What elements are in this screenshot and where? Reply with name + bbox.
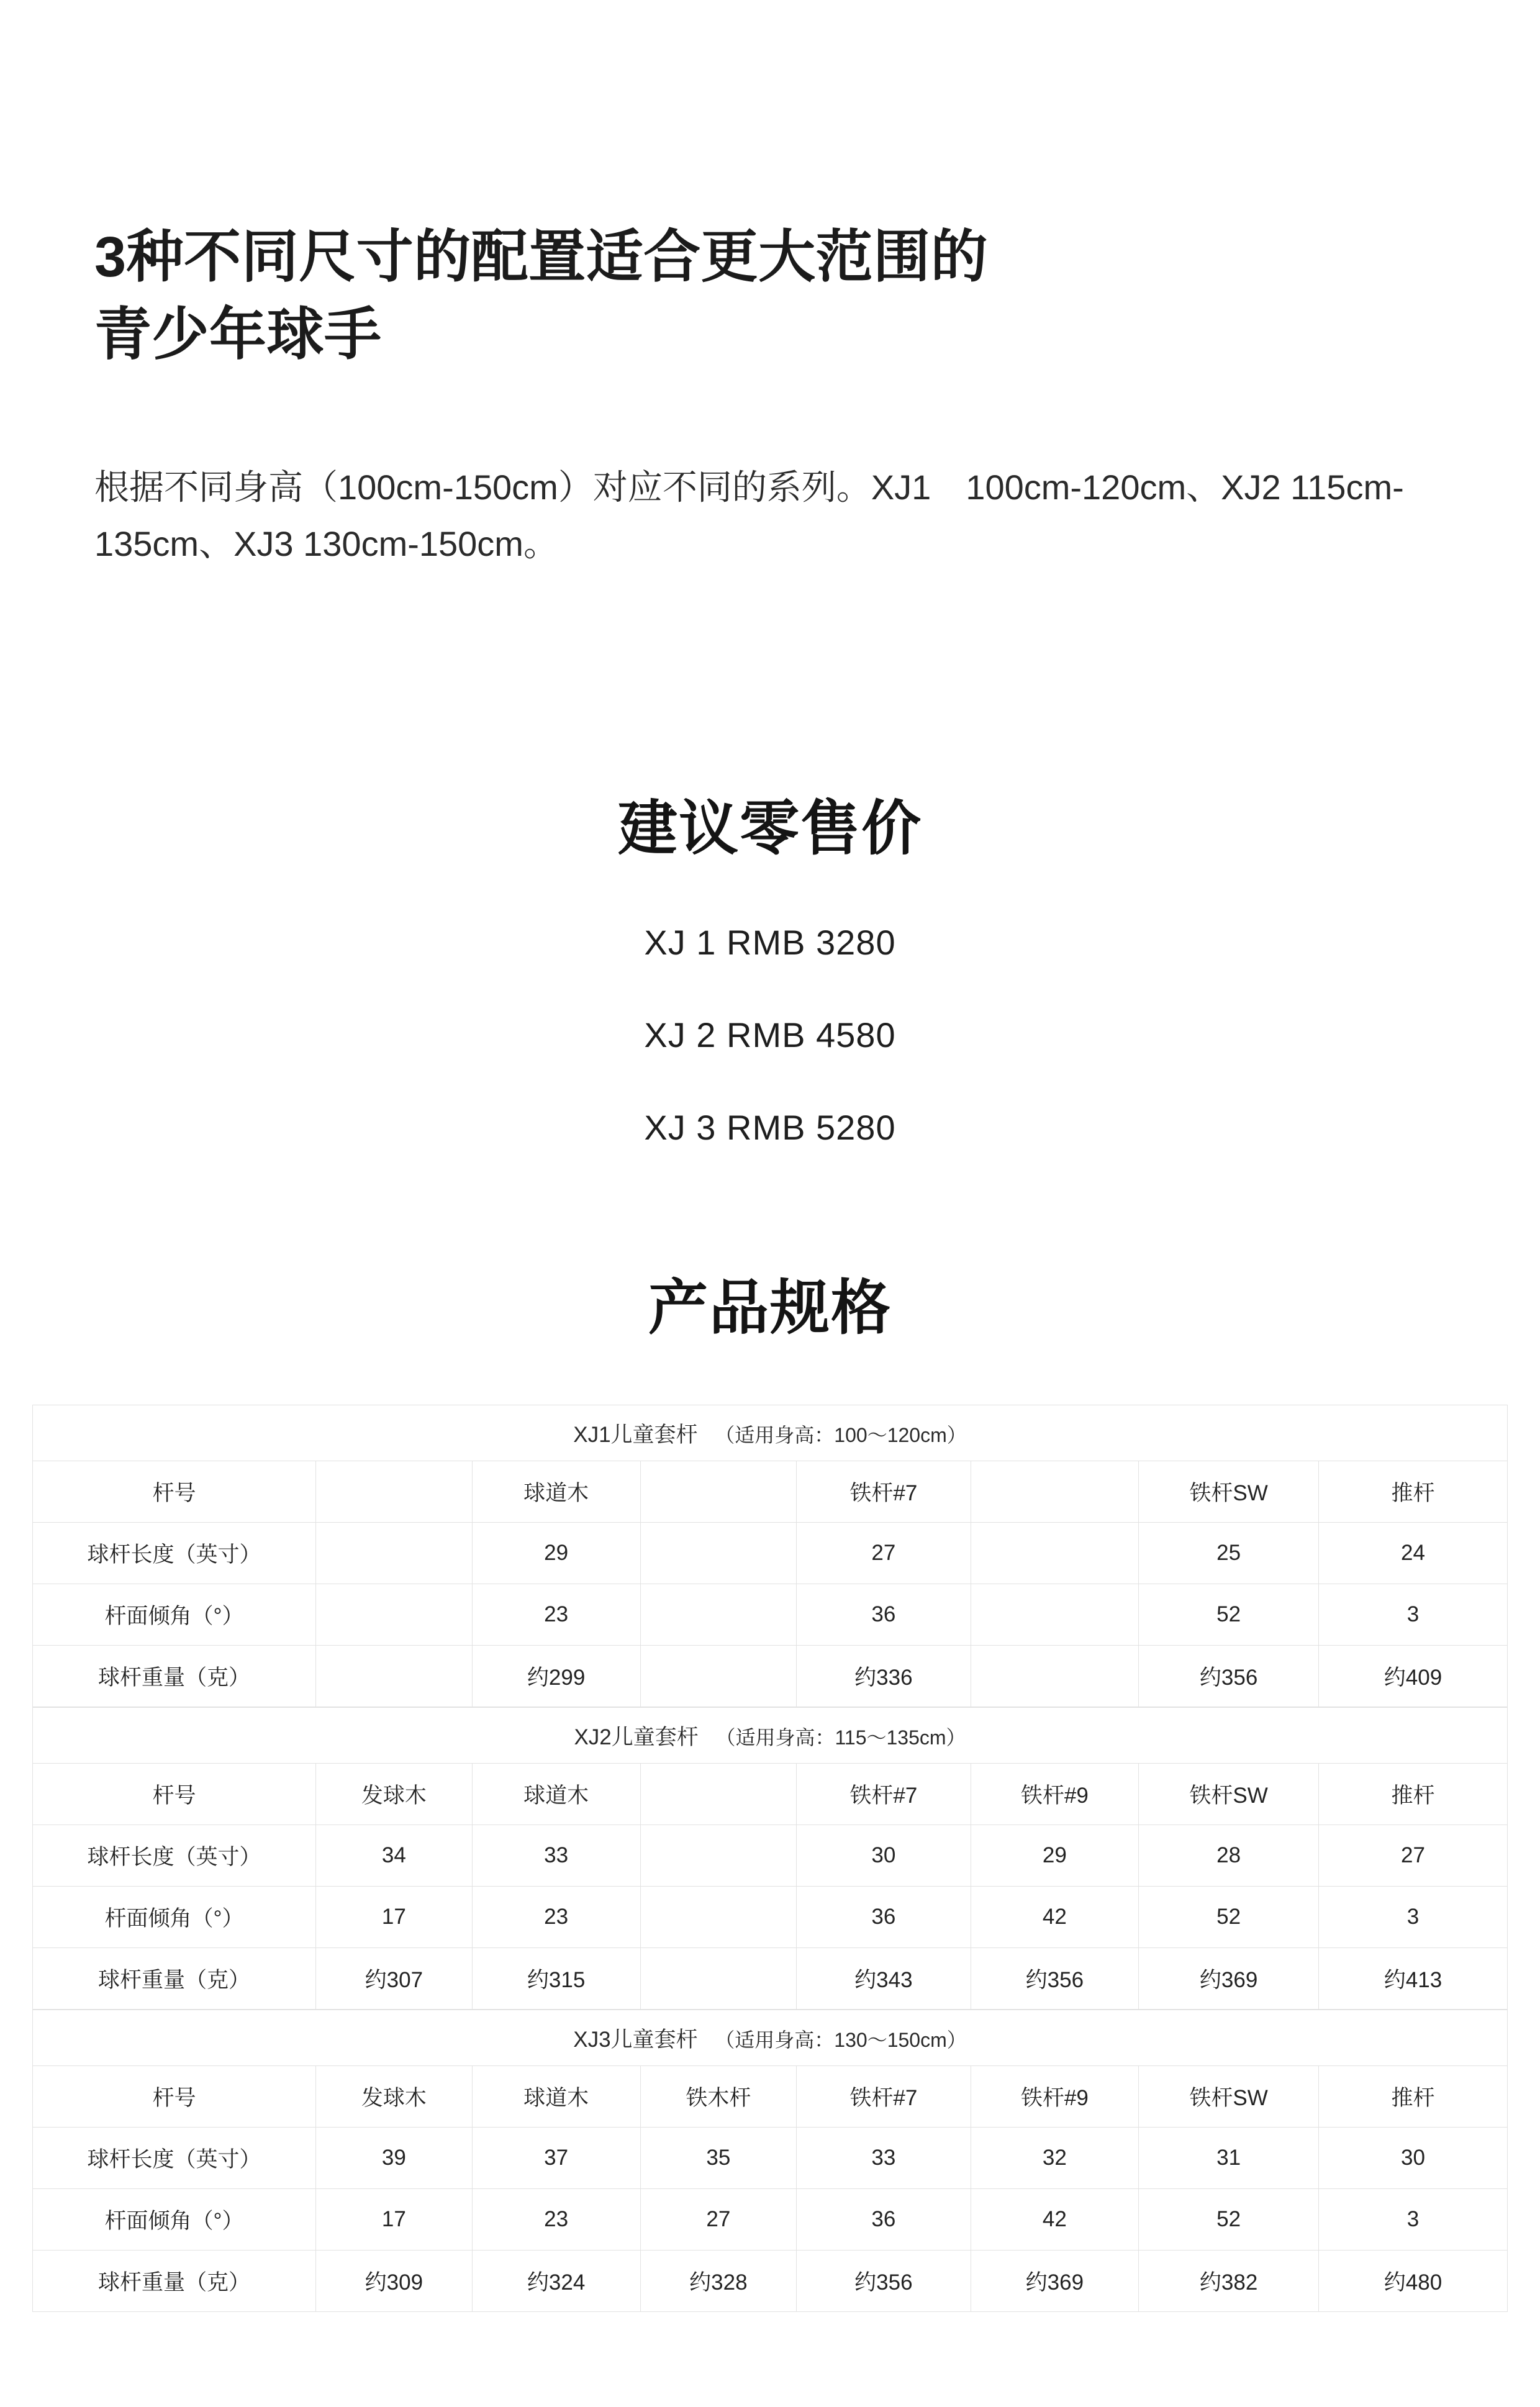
- column-header: 球道木: [472, 1764, 640, 1825]
- column-header: 铁杆#7: [797, 1461, 971, 1523]
- table-cell: 29: [472, 1523, 640, 1584]
- table-cell: [640, 1887, 797, 1948]
- table-cell: 25: [1139, 1523, 1319, 1584]
- table-cell: 28: [1139, 1825, 1319, 1887]
- table-cell: 30: [1319, 2128, 1508, 2189]
- page-title: [94, 219, 1336, 374]
- table-cell: 30: [797, 1825, 971, 1887]
- table-caption: [33, 1405, 1508, 1461]
- column-header: 推杆: [1319, 1461, 1508, 1523]
- column-header: 铁杆#9: [971, 1764, 1139, 1825]
- column-header: 铁杆SW: [1139, 2066, 1319, 2128]
- price-row: XJ 2 RMB 4580: [644, 1015, 896, 1054]
- column-header: 发球木: [316, 1764, 473, 1825]
- table-header-row: [33, 2066, 1508, 2128]
- table-cell: 36: [797, 1584, 971, 1646]
- column-header: 球道木: [472, 1461, 640, 1523]
- column-header: [640, 1764, 797, 1825]
- srp-price-list: [0, 925, 1540, 1145]
- table-caption-row: [33, 1405, 1508, 1461]
- column-header: 铁木杆: [640, 2066, 797, 2128]
- table-row: [33, 1948, 1508, 2010]
- table-cell: 3: [1319, 1584, 1508, 1646]
- table-cell: [316, 1584, 473, 1646]
- table-cell: 约307: [316, 1948, 473, 2010]
- column-header: 铁杆SW: [1139, 1461, 1319, 1523]
- table-cell: 约382: [1139, 2251, 1319, 2312]
- page-title-line-1: 3种不同尺寸的配置适合更大范围的: [94, 225, 989, 289]
- table-row: [33, 1825, 1508, 1887]
- table-cell: 27: [640, 2189, 797, 2251]
- srp-section-title: 建议零售价: [618, 796, 922, 862]
- table-cell: 23: [472, 1584, 640, 1646]
- table-header-row: [33, 1764, 1508, 1825]
- spec-section-title: 产品规格: [648, 1275, 892, 1341]
- table-cell: 约343: [797, 1948, 971, 2010]
- spec-tables: [32, 1405, 1508, 2312]
- column-header: [971, 1461, 1139, 1523]
- table-cell: 3: [1319, 1887, 1508, 1948]
- row-header: 球杆重量（克）: [33, 1646, 316, 1707]
- table-cell: 36: [797, 2189, 971, 2251]
- table-caption: [33, 1708, 1508, 1764]
- table-cell: 52: [1139, 1887, 1319, 1948]
- table-cell: [640, 1825, 797, 1887]
- table-cell: 约324: [472, 2251, 640, 2312]
- table-cell: 42: [971, 1887, 1139, 1948]
- page-title-line-2: 青少年球手: [94, 303, 382, 367]
- spec-table-xj2: [32, 1707, 1508, 2010]
- table-cell: 35: [640, 2128, 797, 2189]
- table-caption-row: [33, 1708, 1508, 1764]
- table-cell: 52: [1139, 1584, 1319, 1646]
- table-cell: 33: [472, 1825, 640, 1887]
- table-cell: 约413: [1319, 1948, 1508, 2010]
- spec-table-xj3: [32, 2010, 1508, 2312]
- table-cell: 17: [316, 1887, 473, 1948]
- table-cell: 39: [316, 2128, 473, 2189]
- column-header: 发球木: [316, 2066, 473, 2128]
- table-cell: 52: [1139, 2189, 1319, 2251]
- spec-table-xj1: [32, 1405, 1508, 1707]
- row-header: 球杆重量（克）: [33, 2251, 316, 2312]
- price-row: XJ 1 RMB 3280: [644, 923, 896, 962]
- table-caption-main: XJ1儿童套杆: [573, 1422, 698, 1447]
- table-cell: 约409: [1319, 1646, 1508, 1707]
- column-header: [640, 1461, 797, 1523]
- table-cell: 约315: [472, 1948, 640, 2010]
- table-row: [33, 2189, 1508, 2251]
- table-cell: 29: [971, 1825, 1139, 1887]
- row-header: 球杆长度（英寸）: [33, 2128, 316, 2189]
- table-row: [33, 1646, 1508, 1707]
- table-caption-main: XJ3儿童套杆: [573, 2027, 698, 2052]
- column-header: 杆号: [33, 2066, 316, 2128]
- table-row: [33, 2128, 1508, 2189]
- table-cell: 3: [1319, 2189, 1508, 2251]
- table-caption-row: [33, 2010, 1508, 2066]
- table-caption: [33, 2010, 1508, 2066]
- column-header: 铁杆#7: [797, 1764, 971, 1825]
- row-header: 球杆长度（英寸）: [33, 1523, 316, 1584]
- column-header: 球道木: [472, 2066, 640, 2128]
- table-cell: 约369: [971, 2251, 1139, 2312]
- table-cell: [316, 1646, 473, 1707]
- table-caption-sub: （适用身高：115～135cm）: [715, 1726, 966, 1749]
- table-cell: 约369: [1139, 1948, 1319, 2010]
- column-header: 杆号: [33, 1461, 316, 1523]
- table-cell: 24: [1319, 1523, 1508, 1584]
- table-cell: 23: [472, 1887, 640, 1948]
- table-cell: [971, 1523, 1139, 1584]
- table-cell: 32: [971, 2128, 1139, 2189]
- table-cell: [971, 1584, 1139, 1646]
- row-header: 杆面倾角（°）: [33, 1887, 316, 1948]
- table-row: [33, 1584, 1508, 1646]
- table-row: [33, 1887, 1508, 1948]
- table-row: [33, 1523, 1508, 1584]
- table-cell: [640, 1948, 797, 2010]
- table-cell: 27: [1319, 1825, 1508, 1887]
- table-cell: 17: [316, 2189, 473, 2251]
- table-cell: 约309: [316, 2251, 473, 2312]
- table-cell: 约356: [1139, 1646, 1319, 1707]
- table-cell: 33: [797, 2128, 971, 2189]
- table-cell: 34: [316, 1825, 473, 1887]
- table-cell: [640, 1646, 797, 1707]
- row-header: 杆面倾角（°）: [33, 2189, 316, 2251]
- column-header: 推杆: [1319, 1764, 1508, 1825]
- table-cell: 37: [472, 2128, 640, 2189]
- table-cell: 27: [797, 1523, 971, 1584]
- table-cell: 约299: [472, 1646, 640, 1707]
- table-cell: 约480: [1319, 2251, 1508, 2312]
- description-paragraph: 根据不同身高（100cm-150cm）对应不同的系列。XJ1 100cm-120cm、XJ2 115cm-135cm、XJ3 130cm-150cm。: [94, 468, 1404, 563]
- table-cell: 23: [472, 2189, 640, 2251]
- table-cell: [316, 1523, 473, 1584]
- table-cell: [640, 1523, 797, 1584]
- column-header: 铁杆#7: [797, 2066, 971, 2128]
- table-cell: [971, 1646, 1139, 1707]
- table-cell: 约356: [971, 1948, 1139, 2010]
- table-row: [33, 2251, 1508, 2312]
- table-caption-main: XJ2儿童套杆: [574, 1725, 699, 1749]
- table-cell: 31: [1139, 2128, 1319, 2189]
- column-header: [316, 1461, 473, 1523]
- column-header: 铁杆#9: [971, 2066, 1139, 2128]
- column-header: 杆号: [33, 1764, 316, 1825]
- table-caption-sub: （适用身高：130～150cm）: [715, 2028, 967, 2051]
- table-header-row: [33, 1461, 1508, 1523]
- column-header: 铁杆SW: [1139, 1764, 1319, 1825]
- table-cell: 约328: [640, 2251, 797, 2312]
- row-header: 球杆重量（克）: [33, 1948, 316, 2010]
- table-cell: 约356: [797, 2251, 971, 2312]
- table-caption-sub: （适用身高：100～120cm）: [715, 1423, 967, 1446]
- table-cell: 42: [971, 2189, 1139, 2251]
- table-cell: 36: [797, 1887, 971, 1948]
- price-row: XJ 3 RMB 5280: [644, 1108, 896, 1147]
- table-cell: 约336: [797, 1646, 971, 1707]
- table-cell: [640, 1584, 797, 1646]
- row-header: 杆面倾角（°）: [33, 1584, 316, 1646]
- column-header: 推杆: [1319, 2066, 1508, 2128]
- row-header: 球杆长度（英寸）: [33, 1825, 316, 1887]
